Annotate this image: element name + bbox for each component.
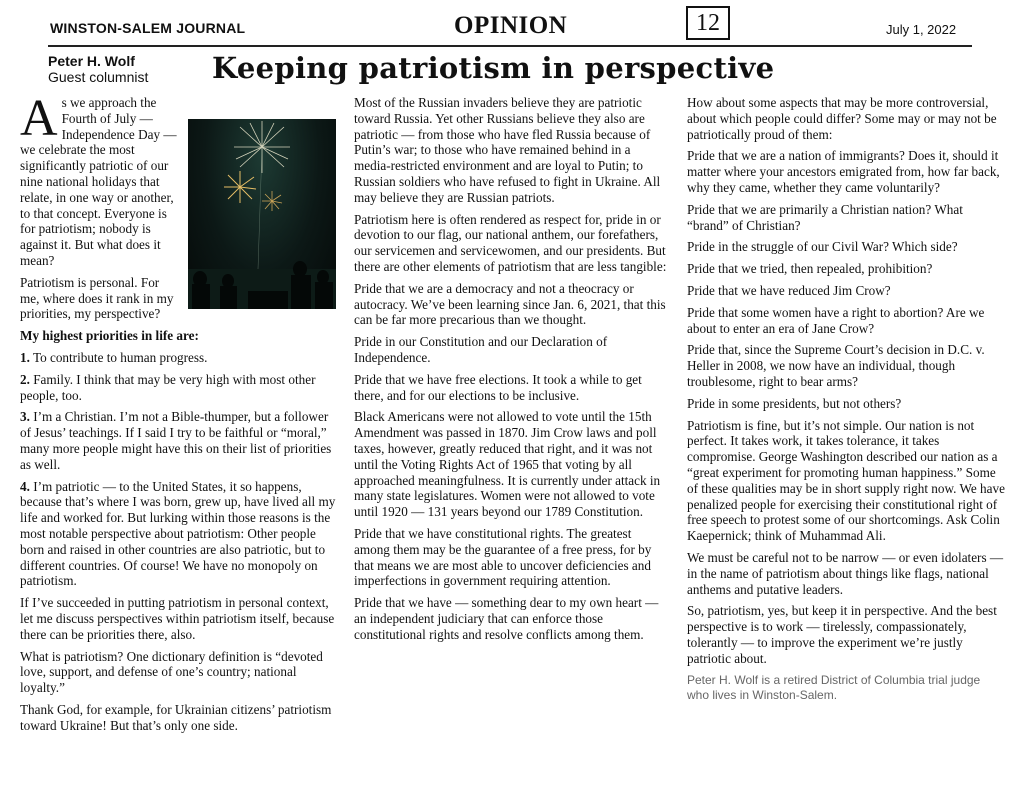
paragraph: Pride in the struggle of our Civil War? Which side? — [687, 239, 958, 255]
paragraph: What is patriotism? One dictionary definition is “devoted love, support, and defense of one’s country; national loyalty.” — [20, 648, 323, 696]
paragraph: Pride that some women have a right to abortion? Are we about to enter an era of Jane Crow? — [687, 304, 985, 336]
headline: Keeping patriotism in perspective — [212, 51, 775, 85]
priority-item: 1. To contribute to human progress. — [20, 349, 208, 365]
issue-date: July 1, 2022 — [886, 22, 957, 37]
masthead — [20, 0, 972, 46]
priority-number: 3. — [20, 409, 30, 425]
drop-cap: A — [20, 90, 58, 147]
page-number: 12 — [686, 6, 730, 40]
fireworks-image — [188, 119, 336, 309]
priority-number: 4. — [20, 478, 30, 494]
author-bio: Peter H. Wolf is a retired District of Columbia trial judge who lives in Winston-Salem. — [687, 672, 981, 702]
article-column-2 — [354, 95, 670, 649]
priority-number: 1. — [20, 349, 30, 365]
paragraph: We must be careful not to be narrow — or even idolaters — in the name of patriotism about things like flags, national anthems and putative leaders. — [687, 549, 1004, 597]
paragraph: So, patriotism, yes, but keep it in perspective. And the best perspective is to work — tirelessly, compassionately, tolerantly — to improve the experiment we’re justly patriotic about. — [687, 603, 997, 666]
priority-item: 2. Family. I think that may be very high with most other people, too. — [20, 371, 316, 403]
paragraph: Pride that we have constitutional rights. The greatest among them may be the guarantee of a free press, for by that means we are most able to uncover deficiencies and imperfections in government requiring attention. — [354, 525, 652, 589]
masthead-rule — [48, 45, 972, 47]
fireworks-photo — [188, 119, 336, 309]
paragraph: Pride that we have free elections. It took a while to get there, and for our elections to be inclusive. — [354, 371, 642, 403]
paragraph: Black Americans were not allowed to vote until the 15th Amendment was passed in 1870. Jim Crow laws and poll taxes, however, greatly reduced that right, and it was not until the Voting Rights Act of 1965 that voting by all approached meaningfulness. It is currently under attack in many state legislatures. Women were not allowed to vote until 1920 — 131 years beyond our 1789 Constitution. — [354, 409, 661, 520]
paragraph: Patriotism is fine, but it’s not simple. Our nation is not perfect. It takes work, it takes tolerance, it takes compromise. George Washington described our nation as a “great experiment for promoting human happiness.” Some of these qualities may be in short supply right now. We have penalized people for exercising their constitutional right of free speech to protest some of our shortcomings. Ask Colin Kaepernick; think of Muhammad Ali. — [687, 417, 1005, 544]
paragraph: s we approach the Fourth of July — Independence Day — we celebrate the most significantly patriotic of our nine national holidays that relate, in one way or another, to that concept. Everyone is for patriotism; nobody is against it. But what does it mean? — [20, 95, 177, 268]
paragraph: Pride that we are a democracy and not a theocracy or autocracy. We’ve been learning since Jan. 6, 2021, that this can be far more precarious than we thought. — [354, 280, 666, 328]
paragraph: Pride that, since the Supreme Court’s decision in D.C. v. Heller in 2008, we now have an individual, though troublesome, right to bear arms? — [687, 342, 985, 389]
paragraph: Pride that we have — something dear to my own heart — an independent judiciary that can enforce those constitutional rights and resolve conflicts among them. — [354, 595, 659, 642]
paragraph: How about some aspects that may be more controversial, about which people could differ? Some may or may not be patriotically proud of them: — [687, 95, 997, 142]
paragraph: If I’ve succeeded in putting patriotism in personal context, let me discuss perspectives within patriotism itself, because there can be priorities there, also. — [20, 595, 335, 642]
author-name: Peter H. Wolf — [48, 53, 135, 69]
paragraph: Patriotism is personal. For me, where does it rank in my priorities, my perspective? — [20, 274, 174, 322]
paragraph: Pride that we are primarily a Christian nation? What “brand” of Christian? — [687, 201, 963, 233]
paragraph: Pride that we are a nation of immigrants? Does it, should it matter where your ancestors emigrated from, how far back, why they came, whether they came voluntarily? — [687, 148, 1000, 195]
paragraph: Most of the Russian invaders believe they are patriotic toward Russia. Yet other Russians believe they also are patriotic — from those who have fled Russia because of Putin’s war; to those who have remained behind in a media-restricted environment and are loyal to Putin; to Russian soldiers who have refused to fight in Ukraine. All may believe they are Russian patriots. — [354, 95, 661, 205]
priorities-heading: My highest priorities in life are: — [20, 328, 199, 344]
priority-number: 2. — [20, 371, 30, 387]
paragraph: Pride in some presidents, but not others? — [687, 395, 902, 411]
author-role: Guest columnist — [48, 69, 149, 85]
priority-item: 4. I’m patriotic — to the United States, it so happens, because that’s where I was born, grew up, have lived all my life and worked for. But lurking within those reasons is the most notable perspective about patriotism: Other people born and raised in other countries are also patriotic, but to different countries. Of course! We have no monopoly on patriotism. — [20, 478, 336, 589]
section-title: OPINION — [454, 12, 568, 39]
paragraph: Pride that we have reduced Jim Crow? — [687, 282, 891, 298]
paragraph: Patriotism here is often rendered as respect for, pride in or devotion to our flag, our national anthem, our forefathers, our servicemen and servicewomen, and our presidents. But there are other elements of patriotism that are less tangible: — [354, 211, 667, 274]
priority-item: 3. I’m a Christian. I’m not a Bible-thumper, but a follower of Jesus’ teachings. If I said I try to be faithful or “moral,” many more people might have this on their list of priorities as well. — [20, 409, 332, 472]
paper-name: WINSTON-SALEM JOURNAL — [50, 20, 246, 36]
article-column-3 — [687, 95, 1005, 703]
paragraph: Pride that we tried, then repealed, prohibition? — [687, 261, 933, 277]
article-column-1 — [20, 90, 336, 739]
paragraph: Pride in our Constitution and our Declaration of Independence. — [354, 334, 608, 365]
paragraph: Thank God, for example, for Ukrainian citizens’ patriotism toward Ukraine! But that’s only one side. — [20, 701, 332, 733]
